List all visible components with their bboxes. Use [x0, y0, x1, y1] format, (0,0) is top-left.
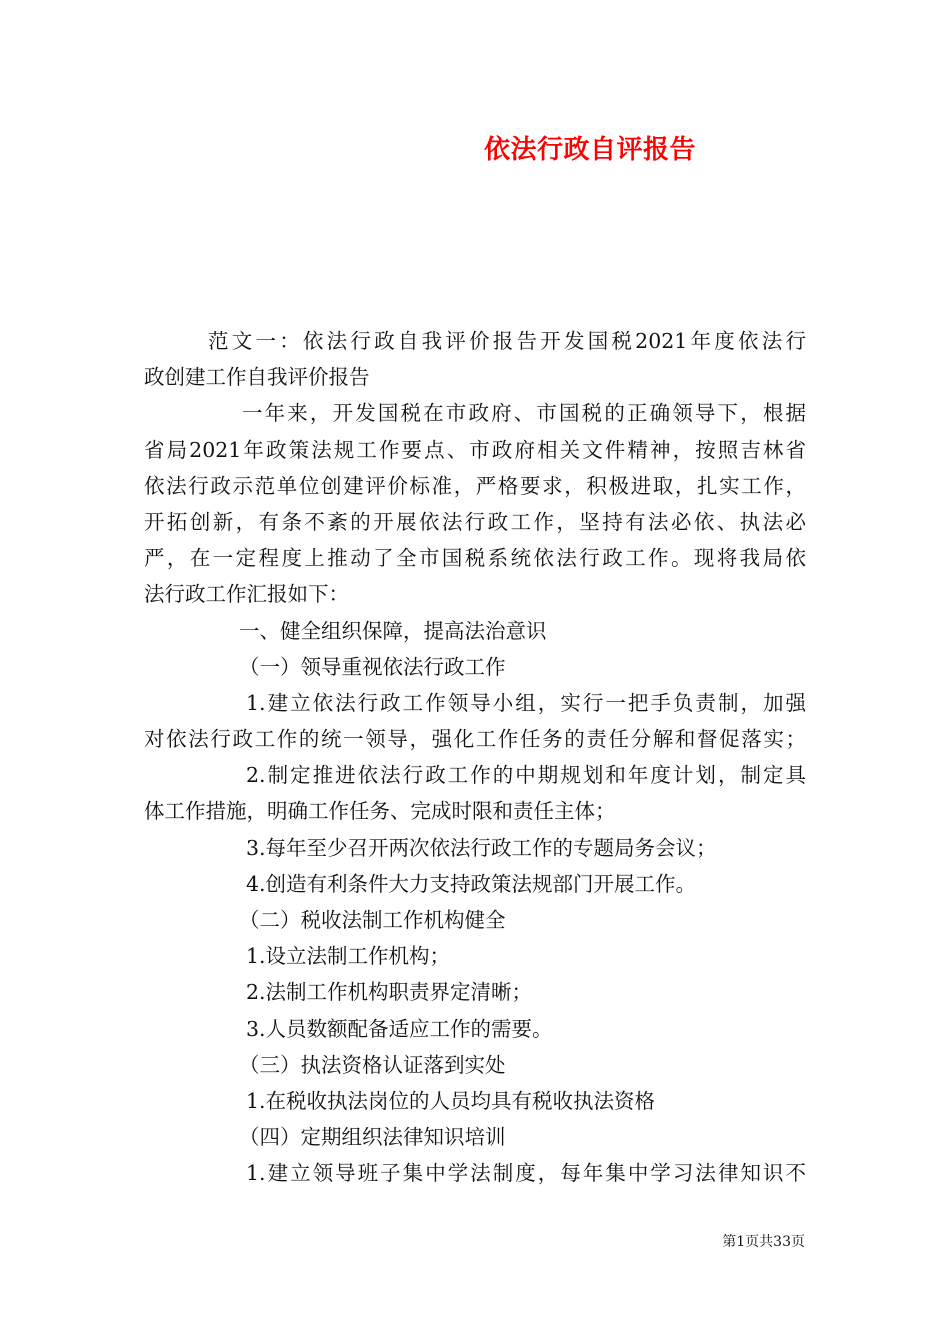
paragraph-line: 法行政工作汇报如下：: [144, 582, 349, 607]
paragraph-line: 严，在一定程度上推动了全市国税系统依法行政工作。现将我局依: [144, 546, 806, 571]
subsection-heading: （二）税收法制工作机构健全: [239, 908, 506, 932]
subsection-heading: （三）执法资格认证落到实处: [239, 1052, 506, 1077]
paragraph-line: 一年来，开发国税在市政府、市国税的正确领导下，根据: [242, 401, 806, 426]
list-item: 3.每年至少召开两次依法行政工作的专题局务会议；: [246, 835, 717, 860]
paragraph-line: 范文一：依法行政自我评价报告开发国税2021年度依法行: [208, 329, 806, 353]
list-item-continued: 体工作措施，明确工作任务、完成时限和责任主体；: [144, 799, 616, 824]
list-item: 1.在税收执法岗位的人员均具有税收执法资格: [246, 1088, 656, 1113]
page-number-footer: 第1页共33页: [722, 1234, 805, 1250]
list-item: 1.设立法制工作机构；: [246, 944, 451, 969]
paragraph-line: 依法行政示范单位创建评价标准，严格要求，积极进取，扎实工作，: [144, 473, 806, 498]
list-item: 3.人员数额配备适应工作的需要。: [246, 1016, 553, 1041]
paragraph-line: 政创建工作自我评价报告: [144, 365, 370, 390]
list-item: 1.建立领导班子集中学法制度，每年集中学习法律知识不: [246, 1161, 806, 1186]
subsection-heading: （一）领导重视依法行政工作: [239, 654, 506, 679]
document-title: 依法行政自评报告: [483, 135, 696, 165]
list-item: 1.建立依法行政工作领导小组，实行一把手负责制，加强: [246, 690, 806, 715]
list-item: 2.法制工作机构职责界定清晰；: [246, 980, 533, 1005]
paragraph-line: 省局2021年政策法规工作要点、市政府相关文件精神，按照吉林省: [144, 437, 806, 462]
section-heading: 一、健全组织保障，提高法治意识: [239, 618, 547, 643]
list-item-continued: 对依法行政工作的统一领导，强化工作任务的责任分解和督促落实；: [144, 727, 806, 752]
list-item: 2.制定推进依法行政工作的中期规划和年度计划，制定具: [246, 763, 806, 788]
list-item: 4.创造有利条件大力支持政策法规部门开展工作。: [246, 871, 697, 896]
document-body: [144, 323, 806, 1192]
paragraph-line: 开拓创新，有条不紊的开展依法行政工作，坚持有法必依、执法必: [144, 509, 806, 534]
subsection-heading: （四）定期组织法律知识培训: [239, 1125, 506, 1150]
